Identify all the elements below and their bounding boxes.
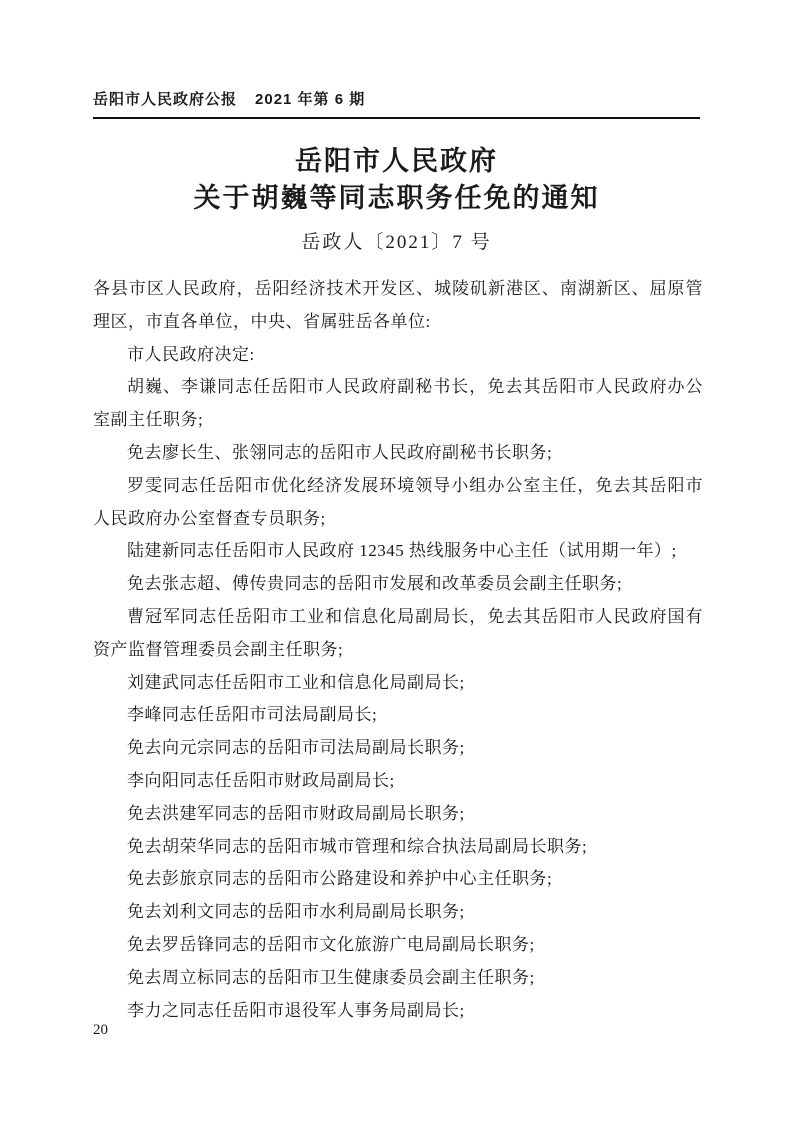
body-paragraph: 各县市区人民政府，岳阳经济技术开发区、城陵矶新港区、南湖新区、屈原管理区，市直各单位，中央、省属驻岳各单位: bbox=[93, 279, 703, 331]
body-paragraph: 免去张志超、傅传贵同志的岳阳市发展和改革委员会副主任职务; bbox=[127, 574, 623, 594]
body-paragraph: 刘建武同志任岳阳市工业和信息化局副局长; bbox=[127, 672, 465, 692]
body-paragraph: 免去胡荣华同志的岳阳市城市管理和综合执法局副局长职务; bbox=[127, 836, 588, 856]
body-paragraph: 李峰同志任岳阳市司法局副局长; bbox=[127, 705, 378, 725]
body-paragraph: 李向阳同志任岳阳市财政局副局长; bbox=[127, 770, 395, 790]
body-paragraph: 免去周立标同志的岳阳市卫生健康委员会副主任职务; bbox=[127, 967, 535, 987]
document-body bbox=[93, 273, 703, 1027]
document-title bbox=[0, 143, 793, 217]
document-title-line1: 岳阳市人民政府 bbox=[295, 146, 498, 176]
page-header bbox=[93, 90, 700, 119]
body-paragraph: 李力之同志任岳阳市退役军人事务局副局长; bbox=[127, 1000, 465, 1020]
body-paragraph: 免去刘利文同志的岳阳市水利局副局长职务; bbox=[127, 902, 465, 922]
body-paragraph: 免去罗岳锋同志的岳阳市文化旅游广电局副局长职务; bbox=[127, 934, 535, 954]
body-paragraph: 市人民政府决定: bbox=[127, 344, 255, 364]
gazette-title: 岳阳市人民政府公报 bbox=[93, 91, 238, 108]
body-paragraph: 陆建新同志任岳阳市人民政府 12345 热线服务中心主任（试用期一年）; bbox=[127, 541, 677, 561]
body-paragraph: 免去向元宗同志的岳阳市司法局副局长职务; bbox=[127, 738, 465, 758]
body-paragraph: 胡巍、李谦同志任岳阳市人民政府副秘书长，免去其岳阳市人民政府办公室副主任职务; bbox=[93, 377, 703, 430]
body-paragraph: 免去彭旅京同志的岳阳市公路建设和养护中心主任职务; bbox=[127, 869, 553, 889]
body-paragraph: 免去洪建军同志的岳阳市财政局副局长职务; bbox=[127, 803, 465, 823]
body-paragraph: 罗雯同志任岳阳市优化经济发展环境领导小组办公室主任，免去其岳阳市人民政府办公室督查专员职务; bbox=[93, 475, 703, 528]
body-paragraph: 免去廖长生、张翎同志的岳阳市人民政府副秘书长职务; bbox=[127, 442, 553, 462]
body-paragraph: 曹冠军同志任岳阳市工业和信息化局副局长，免去其岳阳市人民政府国有资产监督管理委员会副主任职务; bbox=[93, 606, 703, 659]
document-title-line2: 关于胡巍等同志职务任免的通知 bbox=[193, 183, 600, 213]
issue-number: 2021 年第 6 期 bbox=[255, 91, 366, 108]
page-number: 20 bbox=[93, 1022, 108, 1038]
document-number: 岳政人〔2021〕7 号 bbox=[301, 232, 492, 253]
